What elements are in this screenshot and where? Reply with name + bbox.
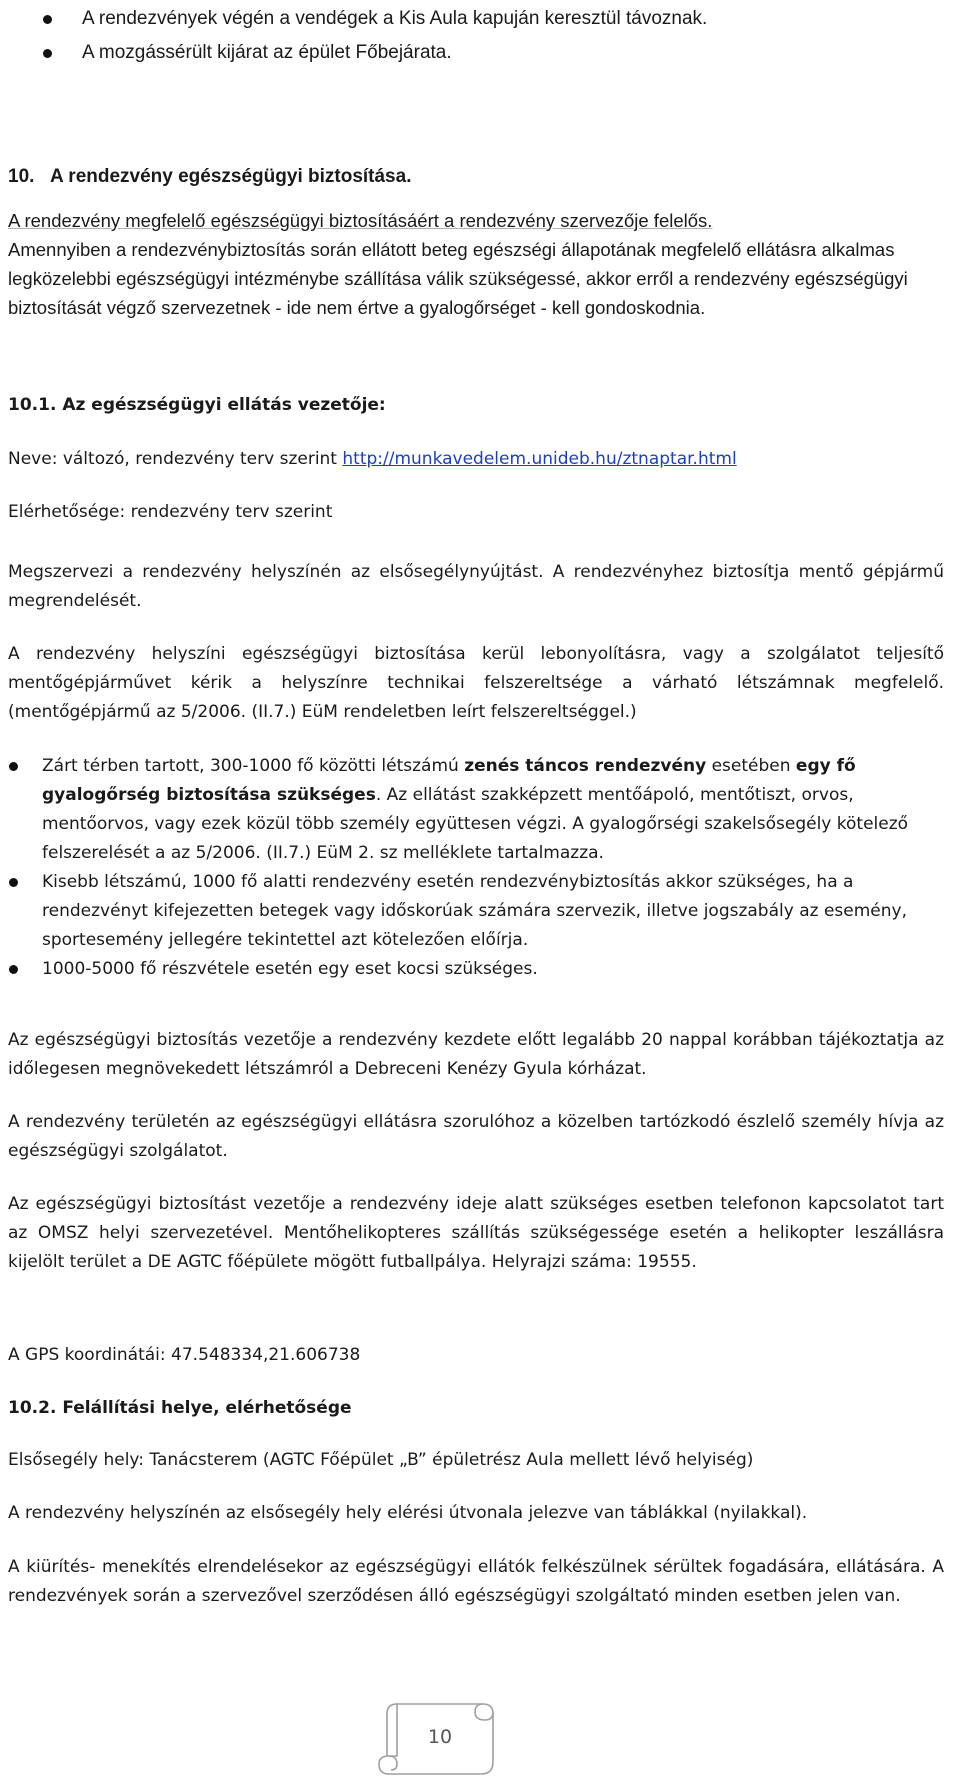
organize-paragraph: Megszervezi a rendezvény helyszínén az elsősegélynyújtást. A rendezvényhez biztosítja mentő gépjármű megrendelését. bbox=[8, 562, 944, 611]
bullet-text: esetében bbox=[706, 756, 796, 776]
page-number: 10 bbox=[427, 1726, 453, 1748]
leader-contact-line: Elérhetősége: rendezvény terv szerint bbox=[8, 502, 333, 522]
route-signage: A rendezvény helyszínén az elsősegély hely elérési útvonala jelezve van táblákkal (nyilakkal). bbox=[8, 1503, 808, 1523]
page-footer bbox=[375, 1690, 505, 1780]
bullet-text: . Az ellátást szakképzett mentőápoló, mentőtiszt, orvos, mentőorvos, vagy ezek közül több személy együttesen végzi. A gyalogőrségi szakelsősegély kötelező felszerelését a az 5/2006. (II.7.) EüM 2. sz melléklete tartalmazza. bbox=[42, 785, 909, 863]
staffing-bullet-list bbox=[0, 752, 950, 984]
gps-coordinates: A GPS koordinátái: 47.548334,21.606738 bbox=[8, 1345, 361, 1365]
section-10-lead: A rendezvény megfelelő egészségügyi biztosításáért a rendezvény szervezője felelős. bbox=[8, 210, 713, 231]
evacuation-paragraph: A kiürítés- menekítés elrendelésekor az egészségügyi ellátók felkészülnek sérültek fogadására, ellátására. A rendezvények során a szervezővel szerződésen álló egészségügyi szolgáltató minden esetben jelen van. bbox=[8, 1557, 944, 1606]
exit-bullet-list bbox=[0, 4, 960, 72]
list-item: Kisebb létszámú, 1000 fő alatti rendezvény esetén rendezvénybiztosítás akkor szükséges, ha a rendezvényt kifejezetten betegek vagy időskorúak számára szervezik, illetve jogszabály az esemény, sportesemény jellegére tekintettel azt kötelezően előírja. bbox=[0, 868, 950, 955]
section-10-1-heading: 10.1. Az egészségügyi ellátás vezetője: bbox=[8, 395, 386, 415]
leader-name-text: Neve: változó, rendezvény terv szerint bbox=[8, 449, 343, 469]
section-10-2-heading: 10.2. Felállítási helye, elérhetősége bbox=[8, 1398, 352, 1418]
bullet-bold-text: zenés táncos rendezvény bbox=[464, 756, 707, 776]
observer-paragraph: A rendezvény területén az egészségügyi ellátásra szorulóhoz a közelben tartózkodó észlelő személy hívja az egészségügyi szolgálatot. bbox=[8, 1112, 944, 1161]
list-item: A mozgássérült kijárat az épület Főbejárata. bbox=[0, 38, 960, 72]
bullet-text: Zárt térben tartott, 300-1000 fő közötti létszámú bbox=[42, 756, 465, 776]
section-10-title: A rendezvény egészségügyi biztosítása. bbox=[50, 166, 412, 187]
list-item bbox=[0, 752, 950, 868]
section-10-number: 10. bbox=[8, 166, 35, 187]
first-aid-location: Elsősegély hely: Tanácsterem (AGTC Főépület „B” épületrész Aula mellett lévő helyiség) bbox=[8, 1450, 754, 1470]
leader-name-line bbox=[8, 445, 948, 474]
onsite-paragraph: A rendezvény helyszíni egészségügyi biztosítása kerül lebonyolításra, vagy a szolgálatot teljesítő mentőgépjárművet kérik a helyszínre technikai felszereltsége a várható létszámnak megfelelő. (mentőgépjármű az 5/2006. (II.7.) EüM rendeletben leírt felszereltséggel.) bbox=[8, 644, 944, 722]
section-10-text: Amennyiben a rendezvénybiztosítás során ellátott beteg egészségi állapotának megfelelő ellátásra alkalmas legközelebbi egészségügyi intézménybe szállítása válik szükségessé, akkor erről a rendezvény egészségügyi biztosítását végző szervezetnek - ide nem értve a gyalogőrséget - kell gondoskodnia. bbox=[8, 239, 908, 318]
list-item: A rendezvények végén a vendégek a Kis Aula kapuján keresztül távoznak. bbox=[0, 4, 960, 38]
section-10-heading bbox=[8, 164, 411, 190]
notification-paragraph: Az egészségügyi biztosítás vezetője a rendezvény kezdete előtt legalább 20 nappal korábban tájékoztatja az időlegesen megnövekedett létszámról a Debreceni Kenézy Gyula kórházat. bbox=[8, 1030, 944, 1079]
helicopter-paragraph: Az egészségügyi biztosítást vezetője a rendezvény ideje alatt szükséges esetben telefonon kapcsolatot tart az OMSZ helyi szervezetével. Mentőhelikopteres szállítás szükségessége esetén a helikopter leszállásra kijelölt terület a DE AGTC főépülete mögött futballpálya. Helyrajzi száma: 19555. bbox=[8, 1194, 944, 1272]
event-plan-link[interactable]: http://munkavedelem.unideb.hu/ztnaptar.html bbox=[342, 449, 737, 469]
bullet-bold-text: egy fő gyalogőrség biztosítása szükséges bbox=[42, 756, 856, 805]
list-item: 1000-5000 fő részvétele esetén egy eset kocsi szükséges. bbox=[0, 955, 950, 984]
section-10-intro bbox=[8, 206, 938, 322]
